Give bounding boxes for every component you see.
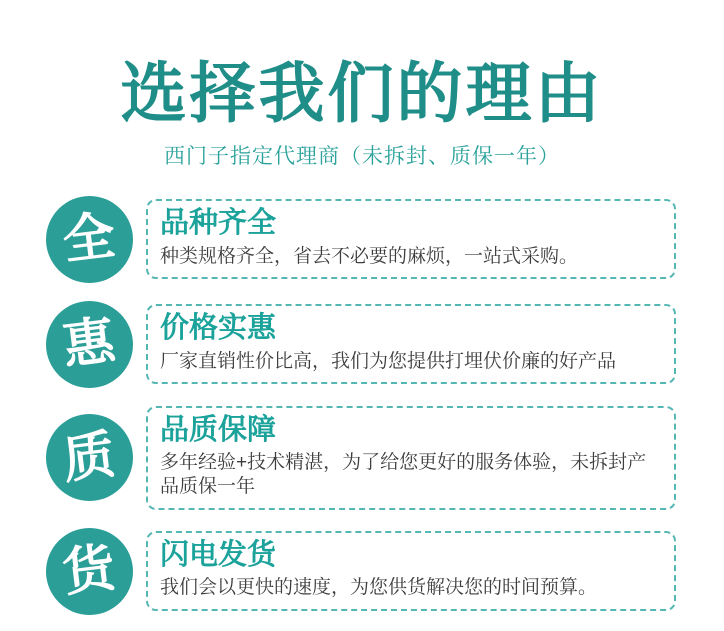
- feature-heading: 闪电发货: [160, 539, 277, 572]
- feature-badge-character: 货: [60, 539, 119, 604]
- feature-badge-circle: [46, 301, 133, 388]
- feature-description: 多年经验+技术精湛，为了给您更好的服务体验，未拆封产品质保一年: [160, 452, 647, 497]
- feature-heading: 品种齐全: [160, 207, 277, 240]
- feature-badge-circle: [46, 528, 133, 615]
- feature-list: [46, 196, 676, 615]
- feature-row-quality: [46, 406, 676, 510]
- feature-badge-character: 惠: [60, 312, 119, 377]
- page-subtitle: 西门子指定代理商（未拆封、质保一年）: [164, 144, 560, 168]
- header: [0, 0, 724, 170]
- feature-row-shipping: [46, 528, 676, 615]
- feature-heading: 品质保障: [160, 413, 277, 446]
- feature-card: [146, 406, 676, 510]
- feature-description: 我们会以更快的速度，为您供货解决您的时间预算。: [160, 577, 598, 599]
- feature-badge-character: 质: [60, 425, 119, 490]
- feature-badge-circle: [46, 196, 133, 283]
- feature-description: 种类规格齐全，省去不必要的麻烦，一站式采购。: [160, 245, 579, 267]
- feature-row-variety: [46, 196, 676, 283]
- feature-card: [146, 531, 676, 611]
- feature-badge-circle: [46, 414, 133, 501]
- feature-card: [146, 304, 676, 384]
- feature-description: 厂家直销性价比高，我们为您提供打埋伏价廉的好产品: [160, 350, 617, 372]
- page-title: 选择我们的理由: [120, 54, 604, 132]
- feature-badge-character: 全: [60, 207, 119, 272]
- feature-heading: 价格实惠: [160, 312, 277, 345]
- feature-row-price: [46, 301, 676, 388]
- feature-card: [146, 199, 676, 279]
